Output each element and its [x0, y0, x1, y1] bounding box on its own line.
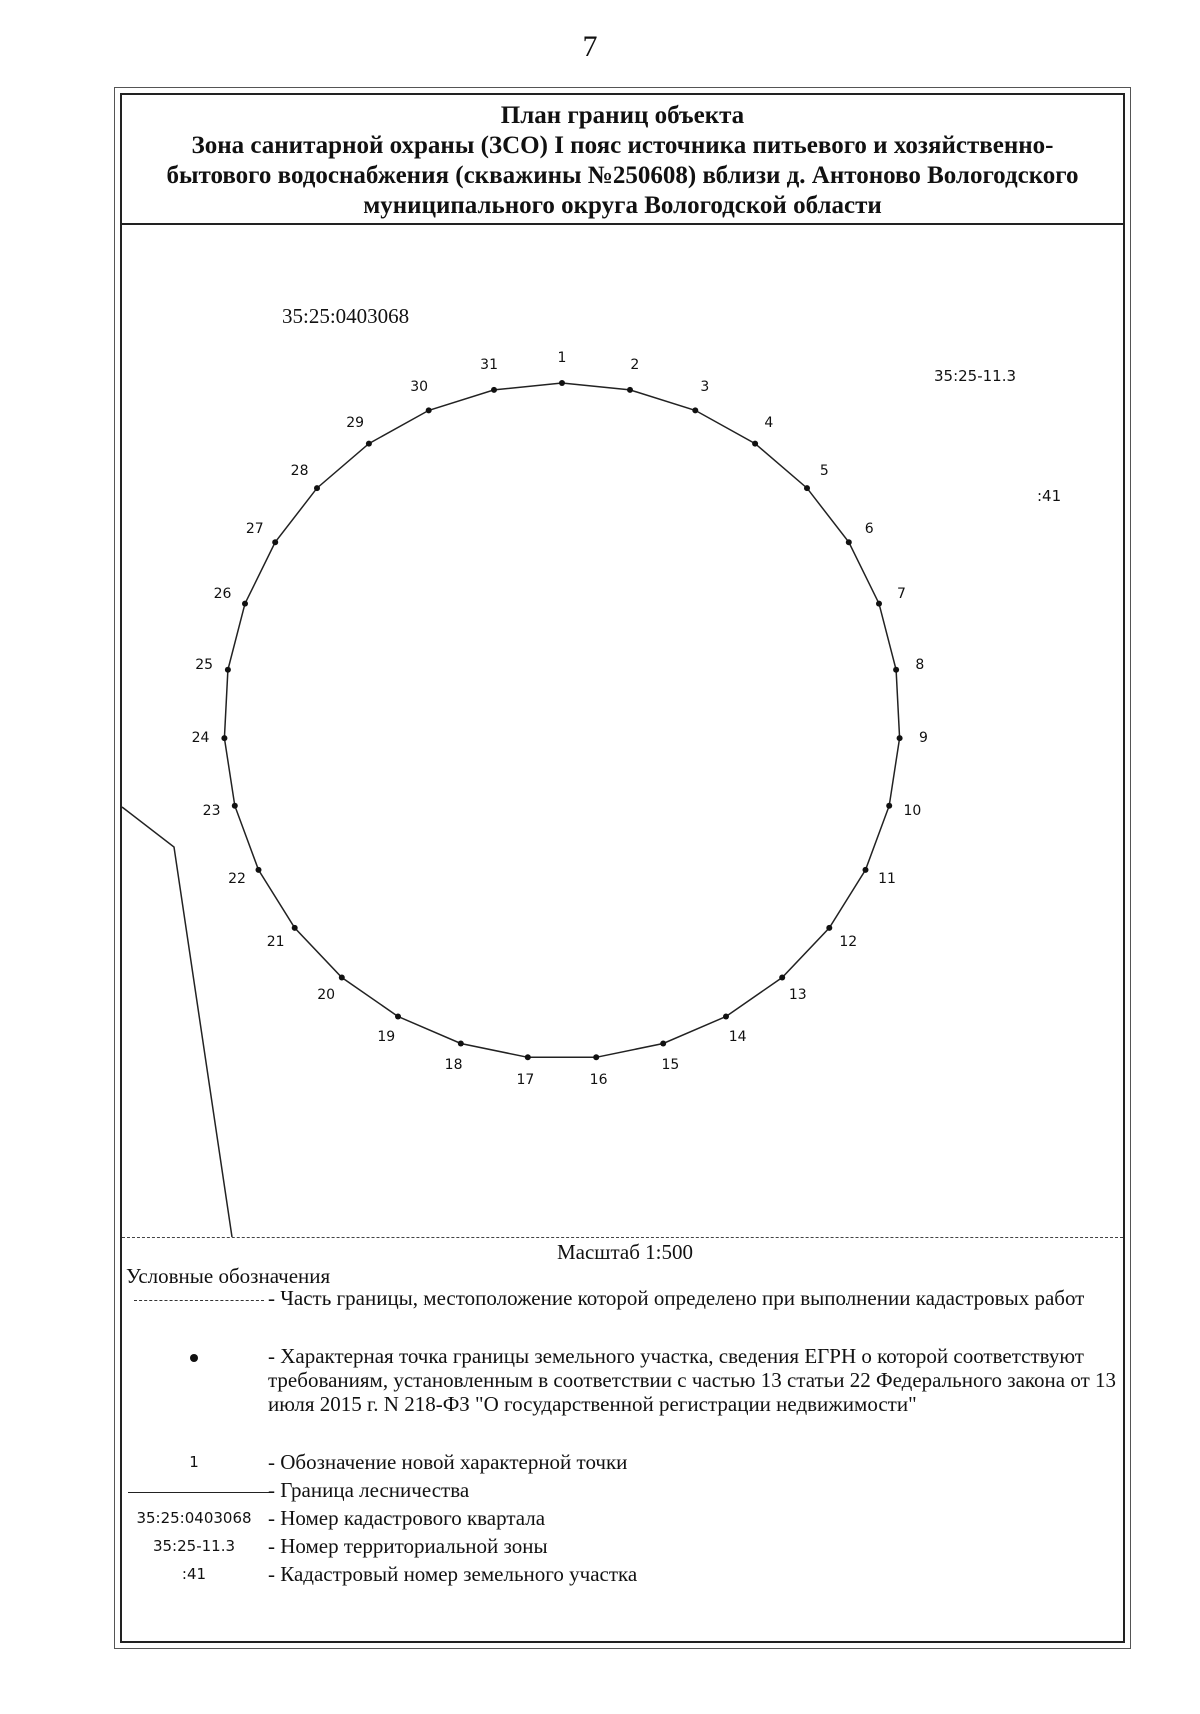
- boundary-point: [272, 539, 278, 545]
- boundary-point-label: 12: [839, 933, 858, 950]
- legend-item-territorial-zone: [120, 1534, 1120, 1560]
- boundary-point-label: 26: [213, 586, 232, 603]
- territorial-zone-label: 35:25-11.3: [934, 367, 1017, 385]
- boundary-point: [627, 387, 633, 393]
- boundary-point: [256, 867, 262, 873]
- quarter-number-symbol: 35:25:0403068: [136, 1509, 252, 1527]
- map-area: [122, 227, 1123, 1237]
- parcel-number-label: :41: [1037, 487, 1062, 505]
- boundary-point: [458, 1041, 464, 1047]
- boundary-point: [752, 441, 758, 447]
- boundary-point: [876, 601, 882, 607]
- legend-title: Условные обозначения: [126, 1264, 331, 1288]
- legend-separator: [122, 1237, 1123, 1238]
- legend-item-new-point: [120, 1450, 1120, 1476]
- boundary-point: [559, 380, 565, 386]
- zone-number-symbol: 35:25-11.3: [152, 1537, 236, 1555]
- boundary-point-label: 2: [630, 357, 640, 374]
- boundary-point: [314, 485, 320, 491]
- legend-text: - Часть границы, местоположение которой определено при выполнении кадастровых работ: [268, 1286, 1085, 1310]
- boundary-point: [779, 975, 785, 981]
- boundary-point-label: 10: [903, 802, 922, 819]
- boundary-point: [723, 1014, 729, 1020]
- cadastral-quarter-label: 35:25:0403068: [282, 304, 410, 328]
- boundary-point-label: 4: [764, 414, 774, 431]
- boundary-point-label: 19: [377, 1028, 396, 1045]
- legend-text: - Кадастровый номер земельного участка: [268, 1562, 638, 1586]
- boundary-point: [826, 925, 832, 931]
- boundary-point: [292, 925, 298, 931]
- boundary-point-label: 1: [557, 350, 567, 366]
- boundary-point: [593, 1054, 599, 1060]
- boundary-point: [804, 485, 810, 491]
- legend-item-cadastral-boundary: [120, 1286, 1120, 1336]
- boundary-point-label: 13: [788, 986, 807, 1003]
- boundary-point-label: 18: [444, 1057, 463, 1074]
- legend-text: - Граница лесничества: [268, 1478, 470, 1502]
- boundary-point: [846, 539, 852, 545]
- boundary-point: [692, 407, 698, 413]
- boundary-point-label: 27: [245, 520, 264, 537]
- page-number: 7: [582, 30, 598, 63]
- boundary-point: [897, 735, 903, 741]
- boundary-point-label: 17: [516, 1072, 535, 1089]
- legend-item-forestry-boundary: [120, 1478, 1120, 1504]
- boundary-point: [395, 1014, 401, 1020]
- legend-text: - Номер территориальной зоны: [268, 1534, 548, 1558]
- title-block: [122, 95, 1123, 225]
- boundary-point-label: 23: [202, 802, 221, 819]
- boundary-point-label: 24: [191, 730, 210, 747]
- legend-text: - Номер кадастрового квартала: [268, 1506, 546, 1530]
- boundary-point-label: 29: [346, 414, 365, 431]
- boundary-point-label: 5: [819, 462, 829, 479]
- title-line-1: План границ объекта: [500, 102, 745, 129]
- boundary-point-label: 3: [700, 379, 710, 396]
- legend-item-cadastral-quarter: [120, 1506, 1120, 1532]
- boundary-point-label: 15: [661, 1057, 680, 1074]
- boundary-point: [221, 735, 227, 741]
- boundary-point: [660, 1041, 666, 1047]
- point-number-symbol: 1: [189, 1453, 199, 1471]
- boundary-point-label: 7: [897, 586, 906, 603]
- title-line-3: бытового водоснабжения (скважины №250608) вблизи д. Антоново Вологодского: [166, 162, 1079, 189]
- boundary-point-label: 9: [919, 730, 928, 747]
- boundary-point: [366, 441, 372, 447]
- scale-label: Масштаб 1:500: [556, 1240, 693, 1264]
- boundary-point-label: 14: [728, 1028, 747, 1045]
- boundary-point-label: 31: [480, 357, 498, 374]
- boundary-point: [525, 1054, 531, 1060]
- boundary-point: [426, 407, 432, 413]
- boundary-point-label: 8: [915, 657, 925, 674]
- boundary-point: [863, 867, 869, 873]
- legend-item-parcel-number: [120, 1562, 1120, 1588]
- boundary-point: [893, 667, 899, 673]
- legend-text: - Характерная точка границы земельного участка, сведения ЕГРН о которой соответствуют требованиям, установленным в соответствии с частью 13 статьи 22 Федерального закона от 13 июля 2015 г. N 218-ФЗ "О государственной регистрации недвижимости": [268, 1344, 1117, 1416]
- boundary-point: [491, 387, 497, 393]
- boundary-point-label: 22: [228, 871, 246, 888]
- legend-item-characteristic-point: [120, 1344, 1120, 1444]
- boundary-point: [225, 667, 231, 673]
- boundary-point-label: 30: [410, 379, 429, 396]
- boundary-point-label: 28: [290, 462, 309, 479]
- legend-text: - Обозначение новой характерной точки: [268, 1450, 628, 1474]
- title-line-2: Зона санитарной охраны (ЗСО) I пояс источника питьевого и хозяйственно-: [191, 132, 1054, 159]
- boundary-point-label: 20: [317, 986, 336, 1003]
- boundary-point: [339, 975, 345, 981]
- boundary-point: [242, 601, 248, 607]
- zone-boundary-polygon: [224, 383, 899, 1057]
- boundary-point-label: 11: [878, 871, 896, 888]
- boundary-point-label: 6: [864, 520, 874, 537]
- title-line-4: муниципального округа Вологодской области: [363, 192, 882, 219]
- boundary-point: [886, 803, 892, 809]
- boundary-point-label: 16: [589, 1072, 608, 1089]
- boundary-point-label: 25: [195, 657, 214, 674]
- boundary-point: [232, 803, 238, 809]
- forestry-boundary-line: [122, 807, 232, 1237]
- parcel-number-symbol: :41: [181, 1565, 207, 1583]
- boundary-point-label: 21: [266, 933, 285, 950]
